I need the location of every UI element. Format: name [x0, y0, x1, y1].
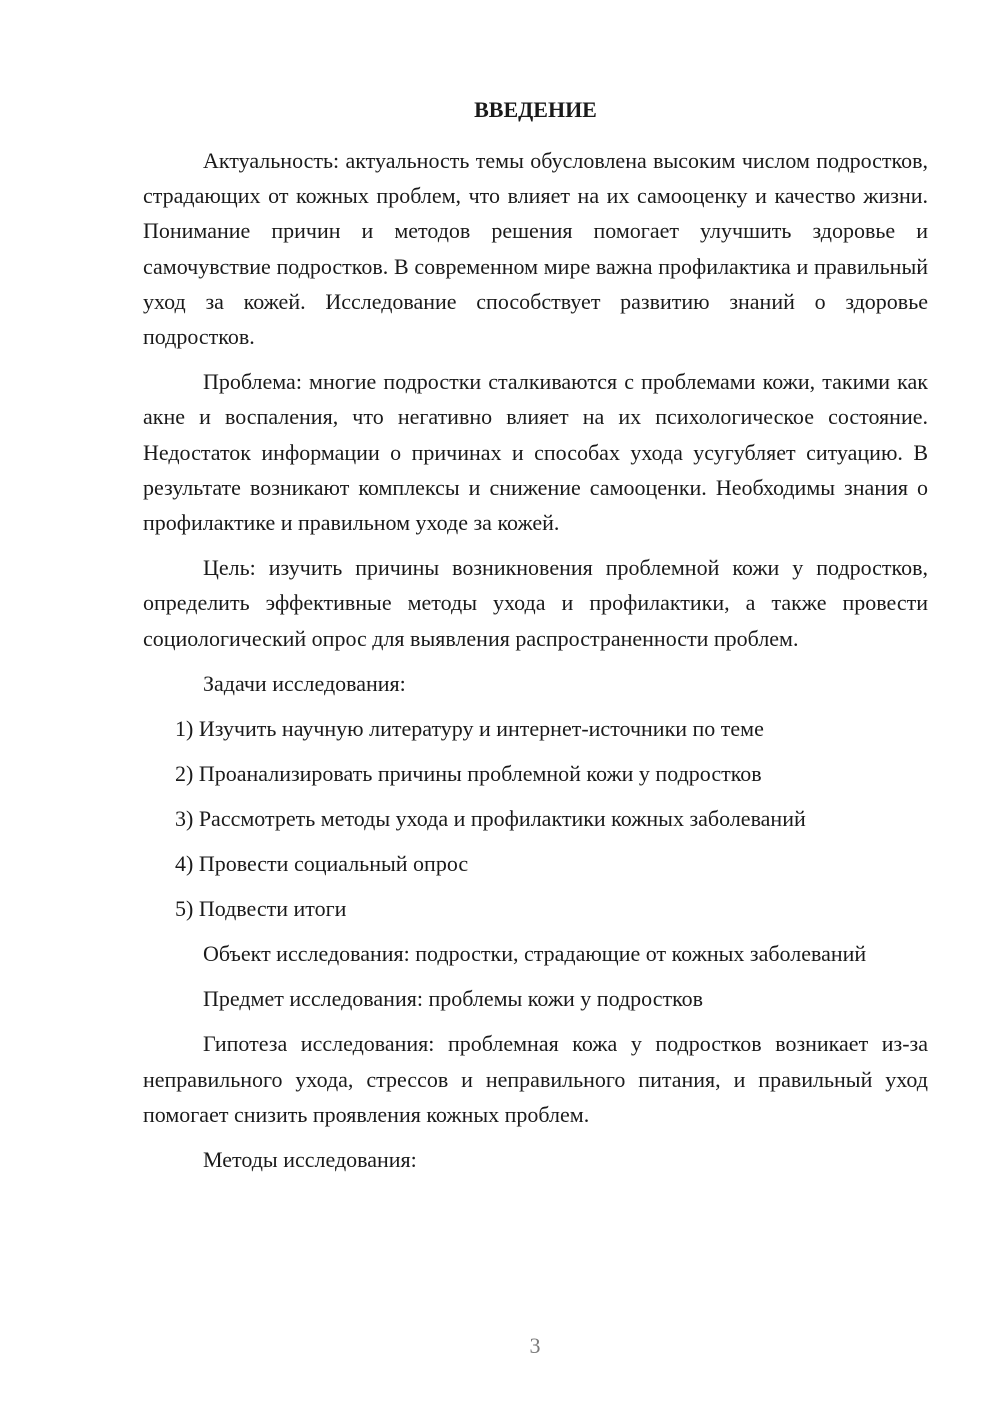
object-paragraph: Объект исследования: подростки, страдающие от кожных заболеваний: [203, 941, 867, 967]
subject-paragraph: Предмет исследования: проблемы кожи у подростков: [203, 986, 704, 1012]
goal-paragraph: Цель: изучить причины возникновения проблемной кожи у подростков, определить эффективные методы ухода и профилактики, а также провести социологический опрос для выявления распространенности проблем.: [143, 555, 928, 651]
relevance-paragraph: Актуальность: актуальность темы обусловлена высоким числом подростков, страдающих от кожных проблем, что влияет на их самооценку и качество жизни. Понимание причин и методов решения помогает улучшить здоровье и самочувствие подростков. В современном мире важна профилактика и правильный уход за кожей. Исследование способствует развитию знаний о здоровье подростков.: [143, 148, 928, 350]
page-number: 3: [529, 1333, 541, 1358]
list-item: 5) Подвести итоги: [175, 896, 347, 922]
page-title: ВВЕДЕНИЕ: [474, 97, 597, 122]
document-page: [143, 92, 928, 1187]
list-item: 4) Провести социальный опрос: [175, 851, 469, 877]
problem-paragraph: Проблема: многие подростки сталкиваются с проблемами кожи, такими как акне и воспаления, что негативно влияет на их психологическое состояние. Недостаток информации о причинах и способах ухода усугубляет ситуацию. В результате возникают комплексы и снижение самооценки. Необходимы знания о профилактике и правильном уходе за кожей.: [143, 369, 928, 536]
tasks-heading: Задачи исследования:: [203, 670, 406, 696]
list-item: 1) Изучить научную литературу и интернет-источники по теме: [175, 716, 764, 742]
hypothesis-paragraph: Гипотеза исследования: проблемная кожа у подростков возникает из-за неправильного ухода, стрессов и неправильного питания, и правильный уход помогает снизить проявления кожных проблем.: [143, 1031, 928, 1127]
list-item: 2) Проанализировать причины проблемной кожи у подростков: [175, 761, 762, 787]
methods-paragraph: Методы исследования:: [203, 1147, 417, 1173]
list-item: 3) Рассмотреть методы ухода и профилактики кожных заболеваний: [175, 806, 806, 832]
